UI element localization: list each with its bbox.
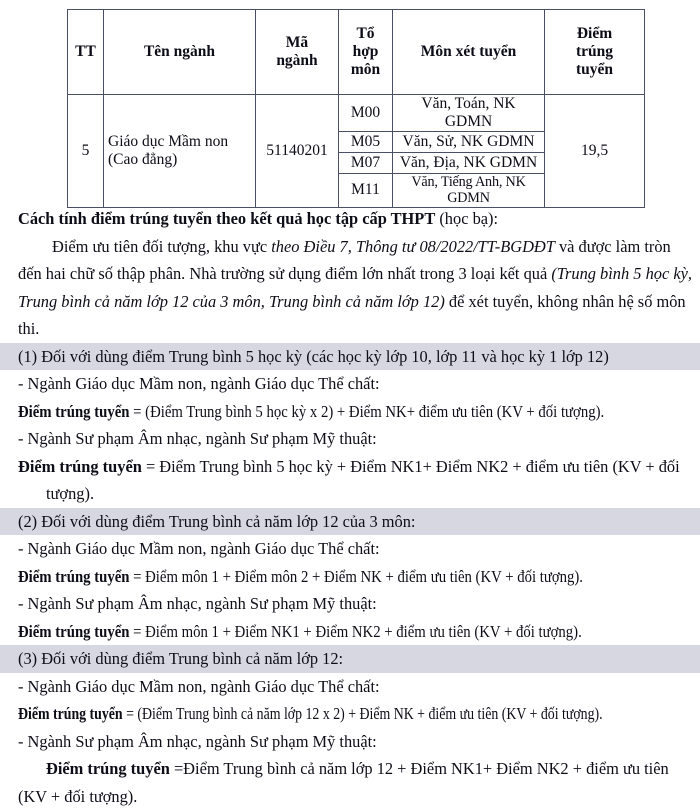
cell-to-hop-code: M05: [339, 131, 393, 152]
cell-to-hop-code: M11: [339, 173, 393, 207]
header-to-hop-mon-line1: Tổ: [356, 25, 375, 43]
ten-nganh-line1: Giáo dục Mầm non: [108, 132, 229, 150]
section-3-formula-2: [0, 755, 700, 810]
header-ma-nganh-line2: ngành: [276, 52, 318, 69]
section-3-title: (3) Đối với dùng điểm Trung bình cả năm lớp 12:: [0, 645, 700, 673]
header-ma-nganh-line1: Mã: [285, 34, 309, 52]
intro-part-a: Điểm ưu tiên đối tượng, khu vực: [52, 236, 272, 256]
formula-body: = Điểm Trung bình 5 học kỳ + Điểm NK1+ Điểm NK2 + điểm ưu tiên (KV + đối tượng).: [46, 456, 680, 503]
header-tt: TT: [68, 10, 104, 95]
section-2-formula-1: [0, 563, 700, 591]
table-header-row: [68, 10, 645, 95]
formula-body: = Điểm môn 1 + Điểm môn 2 + Điểm NK + điểm ưu tiên (KV + đối tượng).: [129, 566, 584, 586]
formula-label: Điểm trúng tuyển: [18, 456, 142, 476]
header-diem-trung-tuyen: [545, 10, 645, 95]
formula-body: = (Điểm Trung bình cả năm lớp 12 x 2) + Điểm NK + điểm ưu tiên (KV + đối tượng).: [122, 704, 603, 723]
formula-label-wrapper: [18, 563, 583, 591]
cell-tt: 5: [68, 95, 104, 208]
section-heading-rest: (học bạ):: [435, 209, 499, 228]
cell-ten-nganh: [104, 95, 256, 208]
cell-mon-xet-tuyen: Văn, Tiếng Anh, NK GDMN: [393, 173, 545, 207]
formula-label-wrapper: [18, 700, 603, 728]
table-row: [68, 95, 645, 132]
section-2-branch-2: - Ngành Sư phạm Âm nhạc, ngành Sư phạm Mỹ thuật:: [18, 594, 377, 613]
formula-body: = (Điểm Trung bình 5 học kỳ x 2) + Điểm NK+ điểm ưu tiên (KV + đối tượng).: [129, 401, 605, 421]
header-ma-nganh: [256, 10, 339, 95]
section-2-branch-1: - Ngành Giáo dục Mầm non, ngành Giáo dục Thể chất:: [18, 539, 380, 558]
section-2-title: (2) Đối với dùng điểm Trung bình cả năm lớp 12 của 3 môn:: [0, 508, 700, 536]
header-diem-line1: Điểm: [576, 25, 613, 43]
cell-to-hop-code: M07: [339, 152, 393, 173]
admission-score-table: [67, 9, 645, 208]
cell-mon-xet-tuyen: Văn, Toán, NK GDMN: [393, 95, 545, 132]
ten-nganh-line2: (Cao đẳng): [108, 150, 178, 168]
section-heading: [0, 205, 700, 233]
header-diem-line2: trúng: [575, 43, 614, 61]
formula-label: Điểm trúng tuyển: [18, 401, 130, 421]
intro-paragraph: [0, 233, 700, 343]
formula-label: Điểm trúng tuyển: [18, 704, 123, 723]
intro-part-b: và được làm tròn đến hai chữ số thập phân. Nhà trường sử dụng điểm lớn nhất trong 3 loại kết quả: [18, 236, 671, 283]
header-mon-xet-tuyen: Môn xét tuyển: [393, 10, 545, 95]
formula-body: =Điểm Trung bình cả năm lớp 12 + Điểm NK1+ Điểm NK2 + điểm ưu tiên (KV + đối tượng).: [18, 759, 669, 806]
header-to-hop-mon-line3: môn: [350, 60, 381, 78]
formula-label-wrapper: [18, 398, 604, 426]
admission-score-table-wrapper: [67, 9, 644, 208]
document-body: [0, 205, 700, 810]
section-2-formula-2: [0, 618, 700, 646]
section-1-formula-1: [0, 398, 700, 426]
cell-diem-trung-tuyen: 19,5: [545, 95, 645, 208]
header-ten-nganh: Tên ngành: [104, 10, 256, 95]
cell-to-hop-code: M00: [339, 95, 393, 132]
header-to-hop-mon-line2: hợp: [352, 43, 379, 61]
section-heading-bold: Cách tính điểm trúng tuyển theo kết quả học tập cấp THPT: [18, 209, 436, 228]
intro-italic-circular: theo Điều 7, Thông tư 08/2022/TT-BGDĐT: [271, 236, 555, 256]
section-1-branch-2: - Ngành Sư phạm Âm nhạc, ngành Sư phạm Mỹ thuật:: [18, 429, 377, 448]
section-3-branch-1: - Ngành Giáo dục Mầm non, ngành Giáo dục Thể chất:: [18, 676, 380, 696]
formula-body: = Điểm môn 1 + Điểm NK1 + Điểm NK2 + điểm ưu tiên (KV + đối tượng).: [129, 621, 582, 641]
section-3-branch-2: - Ngành Sư phạm Âm nhạc, ngành Sư phạm Mỹ thuật:: [18, 731, 377, 751]
cell-ma-nganh: 51140201: [256, 95, 339, 208]
cell-mon-xet-tuyen: Văn, Sử, NK GDMN: [393, 131, 545, 152]
formula-label: Điểm trúng tuyển: [18, 566, 130, 586]
formula-label: Điểm trúng tuyển: [46, 759, 170, 778]
section-1-branch-1: - Ngành Giáo dục Mầm non, ngành Giáo dục Thể chất:: [18, 374, 380, 393]
header-to-hop-mon: [339, 10, 393, 95]
intro-italic-results: (Trung bình 5 học kỳ, Trung bình cả năm lớp 12 của 3 môn, Trung bình cả năm lớp 12): [18, 264, 693, 311]
formula-label: Điểm trúng tuyển: [18, 621, 130, 641]
formula-label-wrapper: [18, 618, 582, 646]
cell-mon-xet-tuyen: Văn, Địa, NK GDMN: [393, 152, 545, 173]
section-1-title: (1) Đối với dùng điểm Trung bình 5 học kỳ (các học kỳ lớp 10, lớp 11 và học kỳ 1 lớp 12): [0, 343, 700, 371]
intro-part-c: để xét tuyển, không nhân hệ số môn thi.: [18, 291, 686, 338]
header-diem-line3: tuyển: [575, 60, 614, 78]
section-1-formula-2: [0, 453, 700, 508]
section-3-formula-1: [0, 700, 700, 728]
